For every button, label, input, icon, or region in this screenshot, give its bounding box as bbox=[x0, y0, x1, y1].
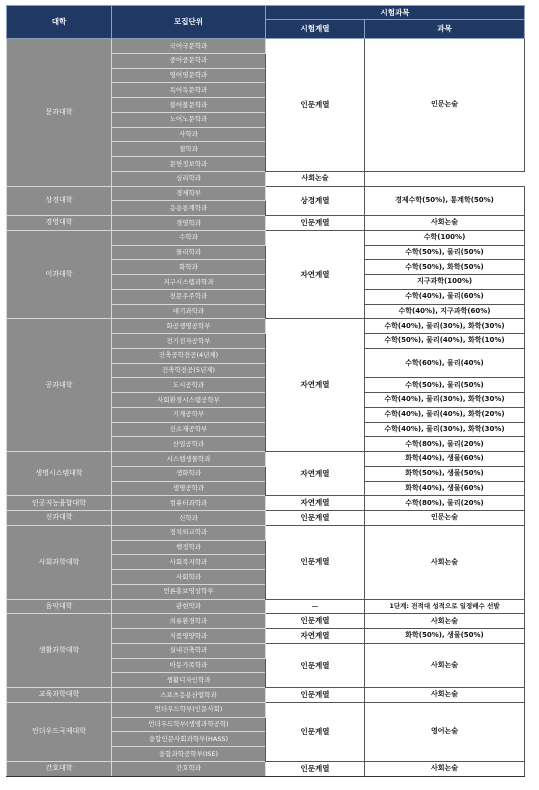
track-cell: 자연계열 bbox=[266, 230, 365, 319]
table-row bbox=[7, 452, 525, 467]
track-cell: 자연계열 bbox=[266, 496, 365, 511]
unit-cell: 응용통계학과 bbox=[112, 201, 266, 216]
unit-cell: 생활디자인학과 bbox=[112, 673, 266, 688]
unit-cell: 사회환경시스템공학부 bbox=[112, 393, 266, 408]
subject-cell: 수학(80%), 물리(20%) bbox=[365, 437, 525, 452]
unit-cell: 융합인문사회과학부(HASS) bbox=[112, 732, 266, 747]
subject-cell: 사회논술 bbox=[365, 614, 525, 629]
unit-cell: 언더우드학부(인문사회) bbox=[112, 702, 266, 717]
subject-cell: 영어논술 bbox=[365, 702, 525, 761]
table-row bbox=[7, 39, 525, 54]
unit-cell: 철학과 bbox=[112, 142, 266, 157]
table-row bbox=[7, 496, 525, 511]
subject-cell: 수학(40%), 지구과학(60%) bbox=[365, 304, 525, 319]
unit-cell: 문헌정보학과 bbox=[112, 157, 266, 172]
subject-cell: 수학(40%), 물리(30%), 화학(30%) bbox=[365, 319, 525, 334]
unit-cell: 신소재공학부 bbox=[112, 422, 266, 437]
college-cell: 생활과학대학 bbox=[7, 614, 112, 688]
unit-cell: 행정학과 bbox=[112, 540, 266, 555]
college-cell: 경영대학 bbox=[7, 216, 112, 231]
subject-cell: 수학(50%), 화학(50%) bbox=[365, 260, 525, 275]
subject-cell: 경제수학(50%), 통계학(50%) bbox=[365, 186, 525, 216]
college-cell: 간호대학 bbox=[7, 761, 112, 776]
college-cell: 이과대학 bbox=[7, 230, 112, 319]
subject-cell: 사회논술 bbox=[365, 688, 525, 703]
subject-cell: 사회논술 bbox=[365, 525, 525, 599]
subject-cell: 수학(60%), 물리(40%) bbox=[365, 348, 525, 378]
subject-cell: 화학(50%), 생물(50%) bbox=[365, 629, 525, 644]
subject-cell: 수학(50%), 물리(50%) bbox=[365, 378, 525, 393]
track-cell: 자연계열 bbox=[266, 319, 365, 452]
unit-cell: 경영학과 bbox=[112, 216, 266, 231]
track-cell: 자연계열 bbox=[266, 452, 365, 496]
subject-cell: 사회논술 bbox=[266, 171, 365, 186]
subject-cell: 사회논술 bbox=[365, 216, 525, 231]
college-cell: 교육과학대학 bbox=[7, 688, 112, 703]
table-body bbox=[7, 39, 525, 777]
unit-cell: 융합과학공학부(ISE) bbox=[112, 747, 266, 762]
track-cell: 인문계열 bbox=[266, 216, 365, 231]
unit-cell: 간호학과 bbox=[112, 761, 266, 776]
unit-cell: 스포츠응용산업학과 bbox=[112, 688, 266, 703]
unit-cell: 생명공학과 bbox=[112, 481, 266, 496]
unit-cell: 산업공학과 bbox=[112, 437, 266, 452]
subject-cell: 화학(50%), 생물(50%) bbox=[365, 466, 525, 481]
track-cell: 인문계열 bbox=[266, 761, 365, 776]
unit-cell: 신학과 bbox=[112, 511, 266, 526]
unit-cell: 중어중문학과 bbox=[112, 53, 266, 68]
unit-cell: 사회학과 bbox=[112, 570, 266, 585]
unit-cell: 정치외교학과 bbox=[112, 525, 266, 540]
subject-cell: 인문논술 bbox=[365, 39, 525, 172]
header-unit: 모집단위 bbox=[112, 6, 266, 39]
subject-cell: 사회논술 bbox=[365, 643, 525, 687]
college-cell: 음악대학 bbox=[7, 599, 112, 614]
table-row bbox=[7, 319, 525, 334]
track-cell: 인문계열 bbox=[266, 643, 365, 687]
unit-cell: 대기과학과 bbox=[112, 304, 266, 319]
header-subject: 과목 bbox=[365, 20, 525, 39]
admission-exam-table bbox=[6, 5, 525, 777]
college-cell: 공과대학 bbox=[7, 319, 112, 452]
table-row bbox=[7, 511, 525, 526]
track-cell: 인문계열 bbox=[266, 525, 365, 599]
subject-cell: 사회논술 bbox=[365, 761, 525, 776]
track-cell: 인문계열 bbox=[266, 511, 365, 526]
unit-cell: 의류환경학과 bbox=[112, 614, 266, 629]
subject-cell: 수학(40%), 물리(30%), 화학(30%) bbox=[365, 393, 525, 408]
unit-cell: 불어불문학과 bbox=[112, 98, 266, 113]
unit-cell: 언론홍보영상학부 bbox=[112, 584, 266, 599]
subject-cell: 인문논술 bbox=[365, 511, 525, 526]
college-cell: 신과대학 bbox=[7, 511, 112, 526]
unit-cell: 영어영문학과 bbox=[112, 68, 266, 83]
college-cell: 언더우드국제대학 bbox=[7, 702, 112, 761]
table-row bbox=[7, 216, 525, 231]
table-row bbox=[7, 525, 525, 540]
header-exam: 시험과목 bbox=[266, 6, 525, 20]
subject-cell: 수학(40%), 물리(40%), 화학(20%) bbox=[365, 407, 525, 422]
table-row bbox=[7, 599, 525, 614]
unit-cell: 수학과 bbox=[112, 230, 266, 245]
table-row bbox=[7, 688, 525, 703]
college-cell: 인공지능융합대학 bbox=[7, 496, 112, 511]
table-row bbox=[7, 186, 525, 201]
unit-cell: 도시공학과 bbox=[112, 378, 266, 393]
unit-cell: 건축공학전공(4년제) bbox=[112, 348, 266, 363]
unit-cell: 건축학전공(5년제) bbox=[112, 363, 266, 378]
table-row bbox=[7, 702, 525, 717]
subject-cell: 수학(100%) bbox=[365, 230, 525, 245]
subject-cell: 수학(50%), 물리(50%) bbox=[365, 245, 525, 260]
unit-cell: 물리학과 bbox=[112, 245, 266, 260]
subject-cell: 수학(40%), 물리(30%), 화학(30%) bbox=[365, 422, 525, 437]
table-row bbox=[7, 761, 525, 776]
track-cell: － bbox=[266, 599, 365, 614]
college-cell: 상경대학 bbox=[7, 186, 112, 216]
subject-cell: 수학(50%), 물리(40%), 화학(10%) bbox=[365, 334, 525, 349]
track-cell: 인문계열 bbox=[266, 688, 365, 703]
unit-cell: 심리학과 bbox=[112, 171, 266, 186]
unit-cell: 컴퓨터과학과 bbox=[112, 496, 266, 511]
college-cell: 생명시스템대학 bbox=[7, 452, 112, 496]
unit-cell: 천문우주학과 bbox=[112, 289, 266, 304]
unit-cell: 시스템생물학과 bbox=[112, 452, 266, 467]
header-row-top bbox=[7, 6, 525, 20]
subject-cell: 수학(40%), 물리(60%) bbox=[365, 289, 525, 304]
unit-cell: 노어노문학과 bbox=[112, 112, 266, 127]
subject-cell: 지구과학(100%) bbox=[365, 275, 525, 290]
header-college: 대학 bbox=[7, 6, 112, 39]
unit-cell: 아동가족학과 bbox=[112, 658, 266, 673]
subject-cell: 수학(80%), 물리(20%) bbox=[365, 496, 525, 511]
unit-cell: 사회복지학과 bbox=[112, 555, 266, 570]
unit-cell: 식품영양학과 bbox=[112, 629, 266, 644]
unit-cell: 독어독문학과 bbox=[112, 83, 266, 98]
unit-cell: 언더우드학부(생명과학공학) bbox=[112, 717, 266, 732]
unit-cell: 화공생명공학부 bbox=[112, 319, 266, 334]
unit-cell: 생화학과 bbox=[112, 466, 266, 481]
unit-cell: 관현악과 bbox=[112, 599, 266, 614]
unit-cell: 화학과 bbox=[112, 260, 266, 275]
header-track: 시험계열 bbox=[266, 20, 365, 39]
subject-cell: 1단계: 전적대 성적으로 일정배수 선발 bbox=[365, 599, 525, 614]
unit-cell: 사학과 bbox=[112, 127, 266, 142]
track-cell: 상경계열 bbox=[266, 186, 365, 216]
unit-cell: 기계공학부 bbox=[112, 407, 266, 422]
track-cell: 인문계열 bbox=[266, 39, 365, 172]
college-cell: 사회과학대학 bbox=[7, 525, 112, 599]
college-cell: 문과대학 bbox=[7, 39, 112, 187]
track-cell: 인문계열 bbox=[266, 614, 365, 629]
unit-cell: 전기전자공학부 bbox=[112, 334, 266, 349]
subject-cell: 화학(40%), 생물(60%) bbox=[365, 481, 525, 496]
subject-cell: 화학(40%), 생물(60%) bbox=[365, 452, 525, 467]
table-row bbox=[7, 614, 525, 629]
track-cell: 인문계열 bbox=[266, 702, 365, 761]
unit-cell: 지구시스템과학과 bbox=[112, 275, 266, 290]
table-row bbox=[7, 230, 525, 245]
track-cell: 자연계열 bbox=[266, 629, 365, 644]
unit-cell: 실내건축학과 bbox=[112, 643, 266, 658]
unit-cell: 국어국문학과 bbox=[112, 39, 266, 54]
unit-cell: 경제학부 bbox=[112, 186, 266, 201]
